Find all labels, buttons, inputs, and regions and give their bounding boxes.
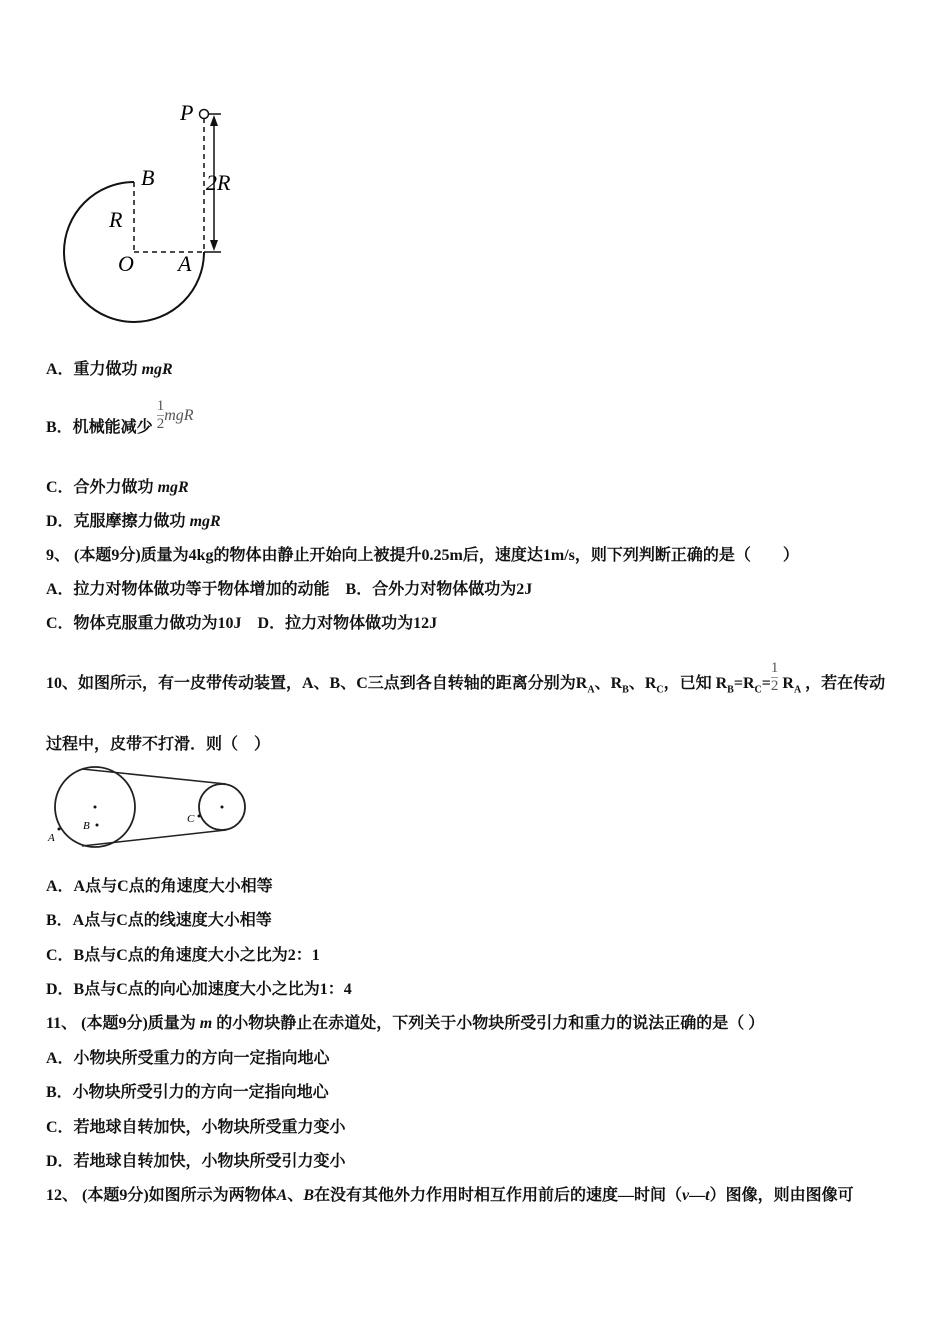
label-a: A: [178, 251, 192, 276]
text: 在没有其他外力作用时相互作用前后的速度—时间（: [314, 1187, 683, 1204]
text: 10、如图所示，有一皮带传动装置，A、B、C三点到各自转轴的距离分别为R: [46, 675, 588, 693]
label-o: O: [118, 251, 134, 276]
text: R: [778, 675, 794, 693]
q11-option-b: B．小物块所受引力的方向一定指向地心: [46, 1084, 329, 1101]
text: 12、 (本题9分)如图所示为两物体: [46, 1187, 277, 1204]
text: 、R: [628, 675, 657, 693]
numerator: 1: [770, 660, 779, 676]
label-c: C: [187, 813, 195, 825]
q8-option-c: [46, 478, 189, 498]
sub: C: [656, 684, 664, 696]
label-b: B: [141, 165, 155, 190]
denominator: 2: [770, 678, 779, 694]
text: 、: [287, 1187, 304, 1204]
math: B: [303, 1187, 315, 1204]
option-text: B．机械能减少: [46, 419, 157, 436]
math: mgR: [141, 361, 173, 378]
text: 、R: [594, 675, 623, 693]
label-r: R: [109, 207, 123, 232]
label-2r: 2R: [206, 170, 231, 195]
option-text: D．克服摩擦力做功: [46, 513, 190, 530]
math: mgR: [164, 407, 194, 424]
q8-option-a: [46, 360, 173, 380]
q11-stem: [46, 1014, 764, 1034]
q10-stem-line2: 过程中，皮带不打滑．则（ ）: [46, 736, 271, 753]
text: ，若在传动: [801, 675, 886, 693]
numerator: 1: [156, 397, 165, 414]
text: 11、 (本题9分)质量为: [46, 1015, 196, 1032]
q11-option-d: D．若地球自转加快，小物块所受引力变小: [46, 1153, 346, 1170]
sub: B: [622, 684, 629, 696]
q10-option-c: C．B点与C点的角速度大小之比为2：1: [46, 947, 320, 964]
option-text: A．重力做功: [46, 361, 142, 378]
math: A: [276, 1187, 288, 1204]
belt-figure: [45, 762, 255, 852]
math: mgR: [157, 479, 189, 496]
sub: C: [754, 684, 762, 696]
track-figure: [50, 95, 250, 335]
math: mgR: [189, 513, 221, 530]
label-p: P: [180, 100, 194, 125]
sub: B: [727, 684, 734, 696]
q10-stem-line1: [46, 660, 886, 700]
q10-option-a: A．A点与C点的角速度大小相等: [46, 878, 273, 895]
q9-options-ab: A．拉力对物体做功等于物体增加的动能 B．合外力对物体做功为2J: [46, 581, 533, 598]
denominator: 2: [156, 415, 165, 432]
option-text: C．合外力做功: [46, 479, 158, 496]
q11-option-c: C．若地球自转加快，小物块所受重力变小: [46, 1119, 346, 1136]
text: ，已知 R: [663, 675, 728, 693]
q9-options-cd: C．物体克服重力做功为10J D．拉力对物体做功为12J: [46, 615, 438, 632]
text: =: [761, 675, 771, 693]
math: m: [199, 1015, 213, 1032]
q9-stem: 9、 (本题9分)质量为4kg的物体由静止开始向上被提升0.25m后，速度达1m/s，则下列判断正确的是（ ）: [46, 547, 799, 564]
q12-stem: [46, 1186, 854, 1206]
text: 的小物块静止在赤道处，下列关于小物块所受引力和重力的说法正确的是（ ）: [216, 1015, 765, 1032]
q11-option-a: A．小物块所受重力的方向一定指向地心: [46, 1050, 330, 1067]
text: =R: [733, 675, 755, 693]
text: ）图像，则由图像可: [709, 1187, 854, 1204]
q10-option-b: B．A点与C点的线速度大小相等: [46, 912, 272, 929]
math: v: [682, 1187, 690, 1204]
sub: A: [587, 684, 595, 696]
q8-option-d: [46, 512, 221, 532]
label-b: B: [83, 820, 90, 832]
q8-option-b: [46, 397, 194, 438]
label-a: A: [48, 832, 55, 844]
math: t: [705, 1187, 710, 1204]
q10-option-d: D．B点与C点的向心加速度大小之比为1：4: [46, 981, 352, 998]
sub: A: [793, 684, 802, 696]
text: —: [689, 1187, 706, 1204]
